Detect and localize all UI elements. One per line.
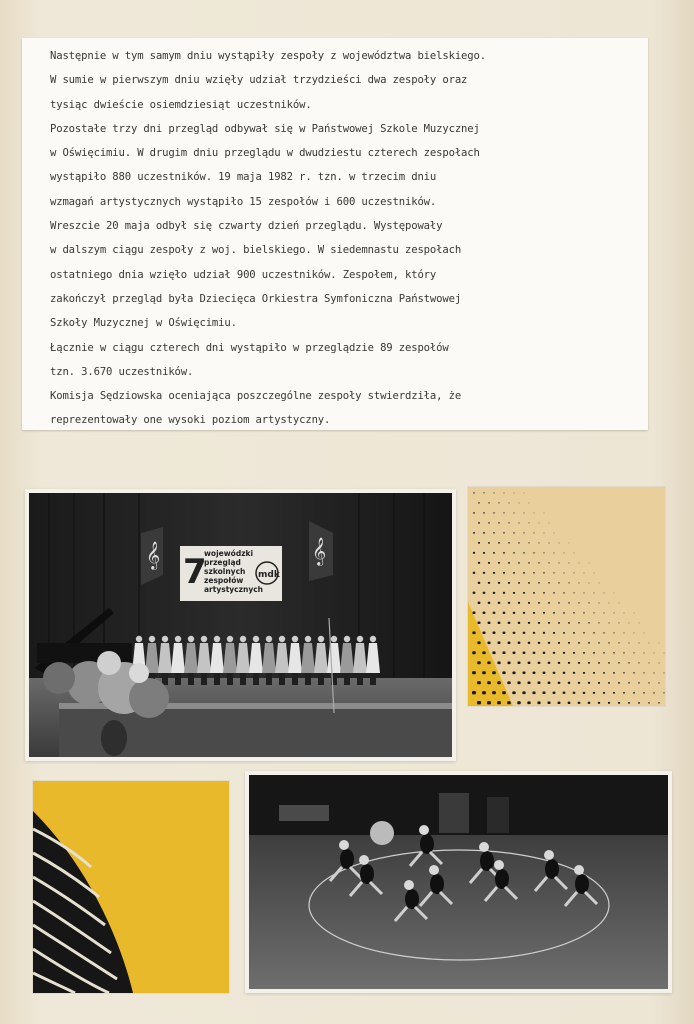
- treble-clef-flag-left: [141, 527, 163, 585]
- amplifier: [279, 805, 329, 821]
- text-line: Szkoły Muzycznej w Oświęcimiu.: [50, 317, 237, 330]
- svg-text:𝄞: 𝄞: [146, 541, 161, 569]
- text-line: wystąpiło 880 uczestników. 19 maja 1982 r. tzn. w trzecim dniu: [50, 171, 437, 184]
- text-line: Łącznie w ciągu czterech dni wystąpiło w przeglądzie 89 zespołów: [50, 341, 449, 354]
- text-line: w dalszym ciągu zespoły z woj. bielskiego. W siedemnastu zespołach: [50, 244, 462, 257]
- text-line: reprezentowały one wysoki poziom artystyczny.: [50, 414, 331, 427]
- svg-text:szkolnych: szkolnych: [204, 567, 246, 576]
- svg-text:mdk: mdk: [258, 570, 280, 580]
- text-line: w Oświęcimiu. W drugim dniu przeglądu w dwudziestu czterech zespołach: [50, 147, 480, 160]
- svg-text:przegląd: przegląd: [204, 558, 241, 567]
- drum: [370, 821, 394, 845]
- text-line: Komisja Sędziowska oceniająca poszczególne zespoły stwierdziła, że: [50, 390, 462, 403]
- text-line: zakończył przegląd była Dziecięca Orkiestra Symfoniczna Państwowej: [50, 292, 462, 305]
- dance-performance-photo: [249, 775, 668, 989]
- text-line: Wreszcie 20 maja odbył się czwarty dzień przeglądu. Występowały: [50, 220, 443, 233]
- stage-performance-photo: [29, 493, 452, 757]
- svg-text:zespołów: zespołów: [204, 576, 244, 585]
- banner-number: 7: [183, 552, 207, 592]
- text-line: Pozostałe trzy dni przegląd odbywał się w Państwowej Szkole Muzycznej: [50, 122, 480, 135]
- typewritten-sheet: [22, 38, 648, 430]
- text-line: Następnie w tym samym dniu wystąpiły zespoły z województwa bielskiego.: [50, 50, 486, 62]
- svg-text:wojewódzki: wojewódzki: [204, 549, 254, 558]
- text-line: W sumie w pierwszym dniu wzięły udział trzydzieści dwa zespoły oraz: [50, 74, 468, 87]
- dance-scene: [249, 775, 668, 989]
- festival-banner: [180, 546, 282, 601]
- text-line: tysiąc dwieście osiemdziesiąt uczestników.: [50, 98, 312, 111]
- stage-scene: [29, 493, 452, 757]
- striped-yellow-decoration: [33, 781, 229, 993]
- text-line: wzmagań artystycznych wystąpiło 15 zespołów i 600 uczestników.: [50, 195, 437, 208]
- text-line: ostatniego dnia wzięło udział 900 uczestników. Zespołem, który: [50, 268, 437, 281]
- svg-text:artystycznych: artystycznych: [204, 585, 263, 594]
- halftone-dots-decoration: [468, 487, 665, 706]
- svg-text:𝄞: 𝄞: [312, 537, 327, 565]
- text-line: tzn. 3.670 uczestników.: [50, 365, 194, 378]
